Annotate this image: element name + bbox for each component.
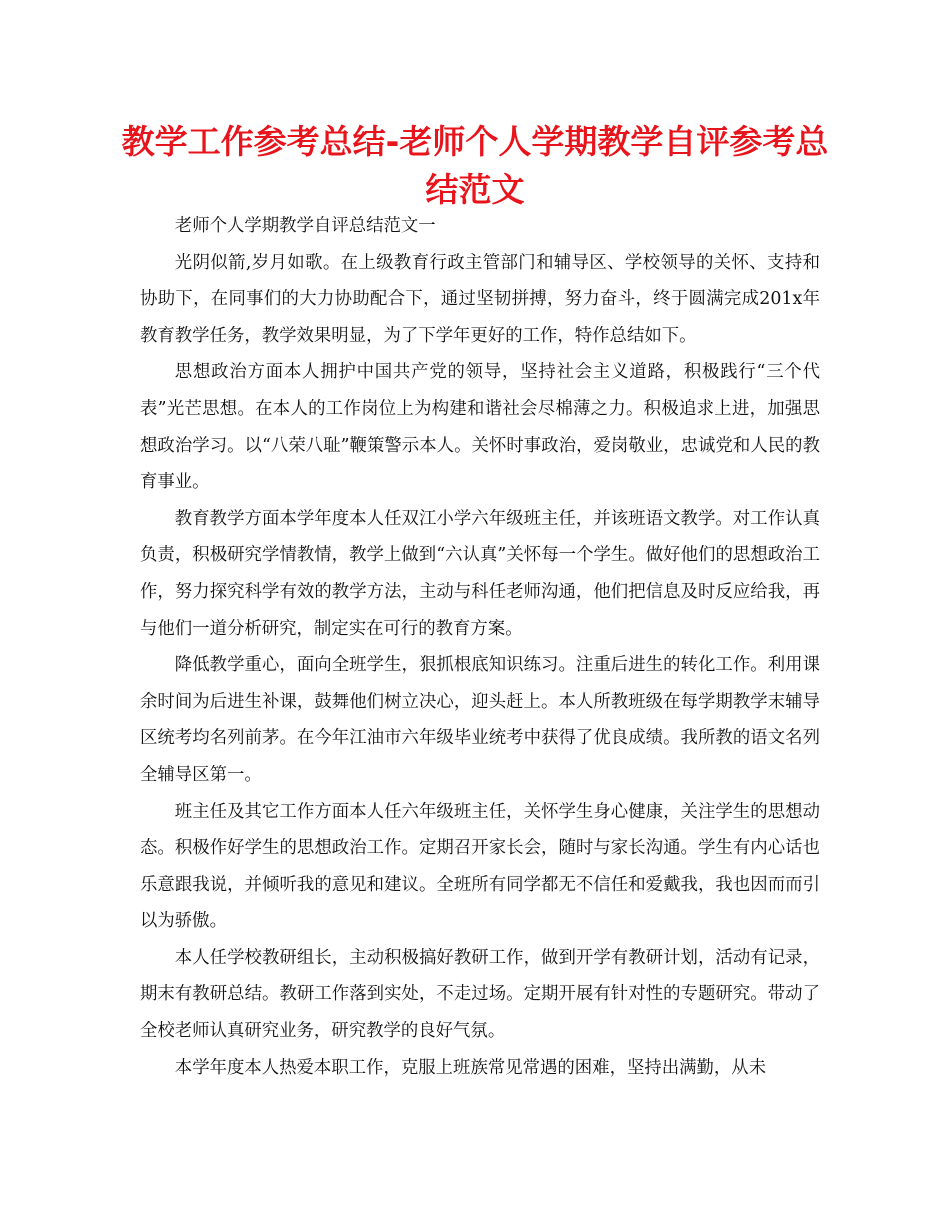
paragraph-teaching: 教育教学方面本学年度本人任双江小学六年级班主任，并该班语文教学。对工作认真负责，积极研究学情教情，教学上做到“六认真”关怀每一个学生。做好他们的思想政治工作，努力探究科学有效的教学方法，主动与科任老师沟通，他们把信息及时反应给我，再与他们一道分析研究，制定实在可行的教育方案。 [140, 508, 820, 639]
paragraph-class-teacher: 班主任及其它工作方面本人任六年级班主任，关怀学生身心健康，关注学生的思想动态。积极作好学生的思想政治工作。定期召开家长会，随时与家长沟通。学生有内心话也乐意跟我说，并倾听我的意见和建议。全班所有同学都无不信任和爱戴我，我也因而而引以为骄傲。 [140, 801, 820, 932]
document-subtitle: 老师个人学期教学自评总结范文一 [174, 216, 436, 236]
paragraph-research: 本人任学校教研组长，主动积极搞好教研工作，做到开学有教研计划，活动有记录，期末有教研总结。教研工作落到实处，不走过场。定期开展有针对性的专题研究。带动了全校老师认真研究业务，研究教学的良好气氛。 [140, 947, 820, 1042]
paragraph-intro: 光阴似箭,岁月如歌。在上级教育行政主管部门和辅导区、学校领导的关怀、支持和协助下，在同事们的大力协助配合下，通过坚韧拼搏，努力奋斗，终于圆满完成201x年教育教学任务，教学效果明显，为了下学年更好的工作，特作总结如下。 [140, 252, 820, 346]
document-title: 教学工作参考总结-老师个人学期教学自评参考总结范文 [121, 122, 829, 209]
document-body [140, 208, 820, 1086]
paragraph-basics: 降低教学重心，面向全班学生，狠抓根底知识练习。注重后进生的转化工作。利用课余时间为后进生补课，鼓舞他们树立决心，迎头赶上。本人所教班级在每学期教学末辅导区统考均名列前茅。在今年江油市六年级毕业统考中获得了优良成绩。我所教的语文名列全辅导区第一。 [140, 655, 820, 785]
paragraph-attendance: 本学年度本人热爱本职工作，克服上班族常见常遇的困难，坚持出满勤，从未 [174, 1057, 767, 1078]
paragraph-political: 思想政治方面本人拥护中国共产党的领导，坚持社会主义道路，积极践行“三个代表”光芒思想。在本人的工作岗位上为构建和谐社会尽棉薄之力。积极追求上进，加强思想政治学习。以“八荣八耻”鞭策警示本人。关怀时事政治，爱岗敬业，忠诚党和人民的教育事业。 [140, 362, 820, 493]
